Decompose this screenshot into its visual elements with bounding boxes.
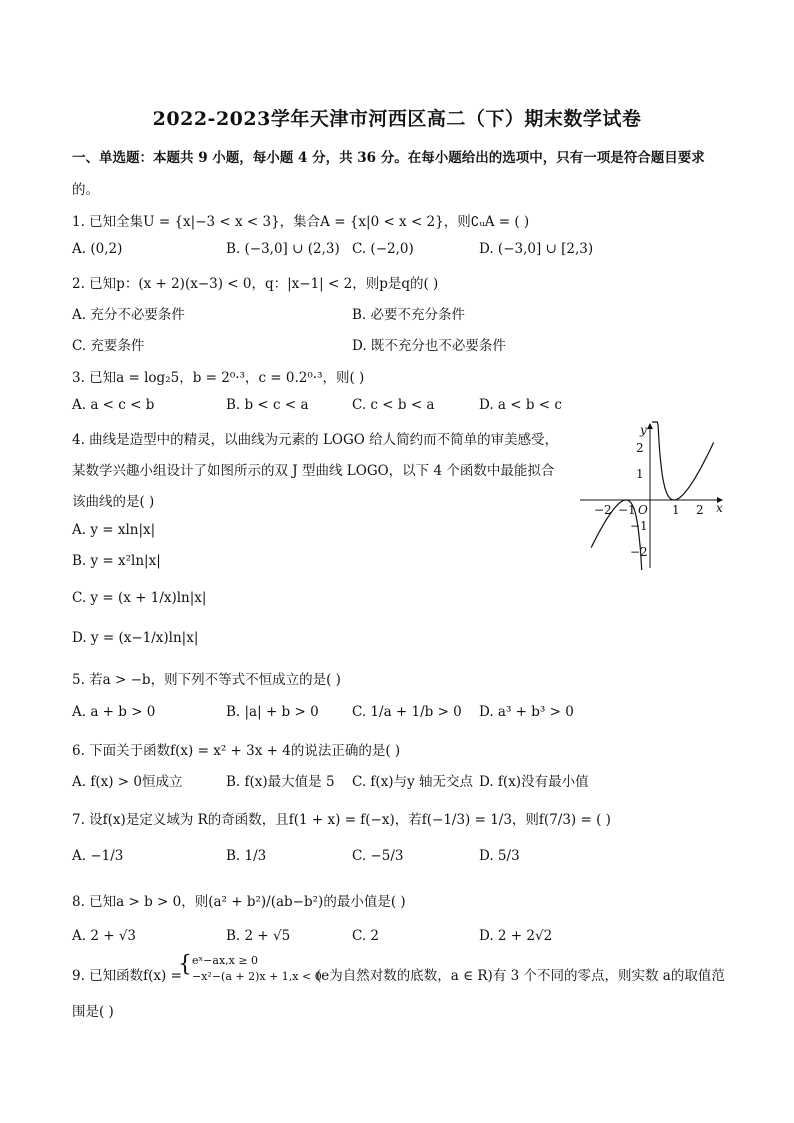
q9-piecewise-brace: { [178,952,192,977]
x-tick-neg1: −1 [618,503,636,517]
y-tick-neg2: −2 [630,545,648,559]
q4-stem-line1: 4. 曲线是造型中的精灵，以曲线为元素的 LOGO 给人简约而不简单的审美感受， [72,432,559,448]
q1-option-d: D. (−3,0] ∪ [2,3) [479,241,594,257]
q1-option-c: C. (−2,0) [352,241,414,257]
q2-option-a: A. 充分不必要条件 [72,307,185,323]
q1-option-a: A. (0,2) [72,241,123,257]
q5-option-b: B. |a| + b > 0 [226,704,319,720]
q6-option-d: D. f(x)没有最小值 [479,774,589,790]
q3-stem: 3. 已知a = log₂5，b = 2⁰·³，c = 0.2⁰·³，则( ) [72,370,365,386]
x-tick-2: 2 [696,503,704,517]
x-axis-label: x [716,501,723,515]
q6-option-b: B. f(x)最大值是 5 [226,774,335,790]
q6-option-c: C. f(x)与y 轴无交点 [352,774,473,790]
q7-option-c: C. −5/3 [352,848,404,864]
origin-label: O [638,503,648,517]
q2-option-b: B. 必要不充分条件 [352,307,466,323]
q2-stem: 2. 已知p：(x + 2)(x−3) < 0，q：|x−1| < 2，则p是q的( ) [72,276,439,292]
q7-stem: 7. 设f(x)是定义域为 R的奇函数，且f(1 + x) = f(−x)，若f(−1/3) = 1/3，则f(7/3) = ( ) [72,812,611,828]
q5-stem: 5. 若a > −b，则下列不等式不恒成立的是( ) [72,672,341,688]
q9-stem-line2: 围是( ) [72,1004,114,1020]
q7-option-d: D. 5/3 [479,848,520,864]
j-curve [591,422,713,570]
q7-option-a: A. −1/3 [72,848,124,864]
q9-stem-suffix: (e为自然对数的底数，a ∈ R)有 3 个不同的零点，则实数 a的取值范 [316,968,725,984]
q8-option-d: D. 2 + 2√2 [479,928,553,944]
q6-option-a: A. f(x) > 0恒成立 [72,774,183,790]
q3-option-c: C. c < b < a [352,397,435,413]
q8-option-c: C. 2 [352,928,380,944]
q5-option-a: A. a + b > 0 [72,704,156,720]
q3-option-b: B. b < c < a [226,397,309,413]
q4-option-c: C. y = (x + 1/x)ln|x| [72,590,207,606]
q7-option-b: B. 1/3 [226,848,267,864]
q9-piece-2: −x²−(a + 2)x + 1,x < 0 [192,970,322,983]
section-heading-cont: 的。 [72,182,99,198]
q5-option-d: D. a³ + b³ > 0 [479,704,574,720]
page-title: 2022-2023学年天津市河西区高二（下）期末数学试卷 [152,108,642,130]
q4-stem-line3: 该曲线的是( ) [72,494,155,510]
q3-option-a: A. a < c < b [72,397,155,413]
y-axis-label: y [640,423,647,437]
y-tick-neg1: −1 [630,519,648,533]
q6-stem: 6. 下面关于函数f(x) = x² + 3x + 4的说法正确的是( ) [72,743,401,759]
x-tick-1: 1 [672,503,680,517]
q4-option-d: D. y = (x−1/x)ln|x| [72,630,199,646]
q2-option-d: D. 既不充分也不必要条件 [352,338,506,354]
q4-option-b: B. y = x²ln|x| [72,553,161,569]
q8-option-a: A. 2 + √3 [72,928,137,944]
x-tick-neg2: −2 [594,503,612,517]
q3-option-d: D. a < b < c [479,397,562,413]
q9-stem-prefix: 9. 已知函数f(x) = [72,968,182,984]
q1-option-b: B. (−3,0] ∪ (2,3) [226,241,340,257]
q4-stem-line2: 某数学兴趣小组设计了如图所示的双 J 型曲线 LOGO，以下 4 个函数中最能拟合 [72,463,555,479]
q9-piece-1: eˣ−ax,x ≥ 0 [192,954,259,967]
q8-stem: 8. 已知a > b > 0，则(a² + b²)/(ab−b²)的最小值是( ) [72,894,406,910]
q2-option-c: C. 充要条件 [72,338,145,354]
section-heading: 一、单选题：本题共 9 小题，每小题 4 分，共 36 分。在每小题给出的选项中，只有一项是符合题目要求 [72,150,705,166]
q8-option-b: B. 2 + √5 [226,928,291,944]
q1-stem: 1. 已知全集U = {x|−3 < x < 3}，集合A = {x|0 < x < 2}，则∁ᵤA = ( ) [72,214,530,230]
q4-curve-graph [578,420,728,570]
q5-option-c: C. 1/a + 1/b > 0 [352,704,462,720]
y-tick-1: 1 [636,467,644,481]
q4-option-a: A. y = xln|x| [72,522,156,538]
y-tick-2: 2 [636,441,644,455]
